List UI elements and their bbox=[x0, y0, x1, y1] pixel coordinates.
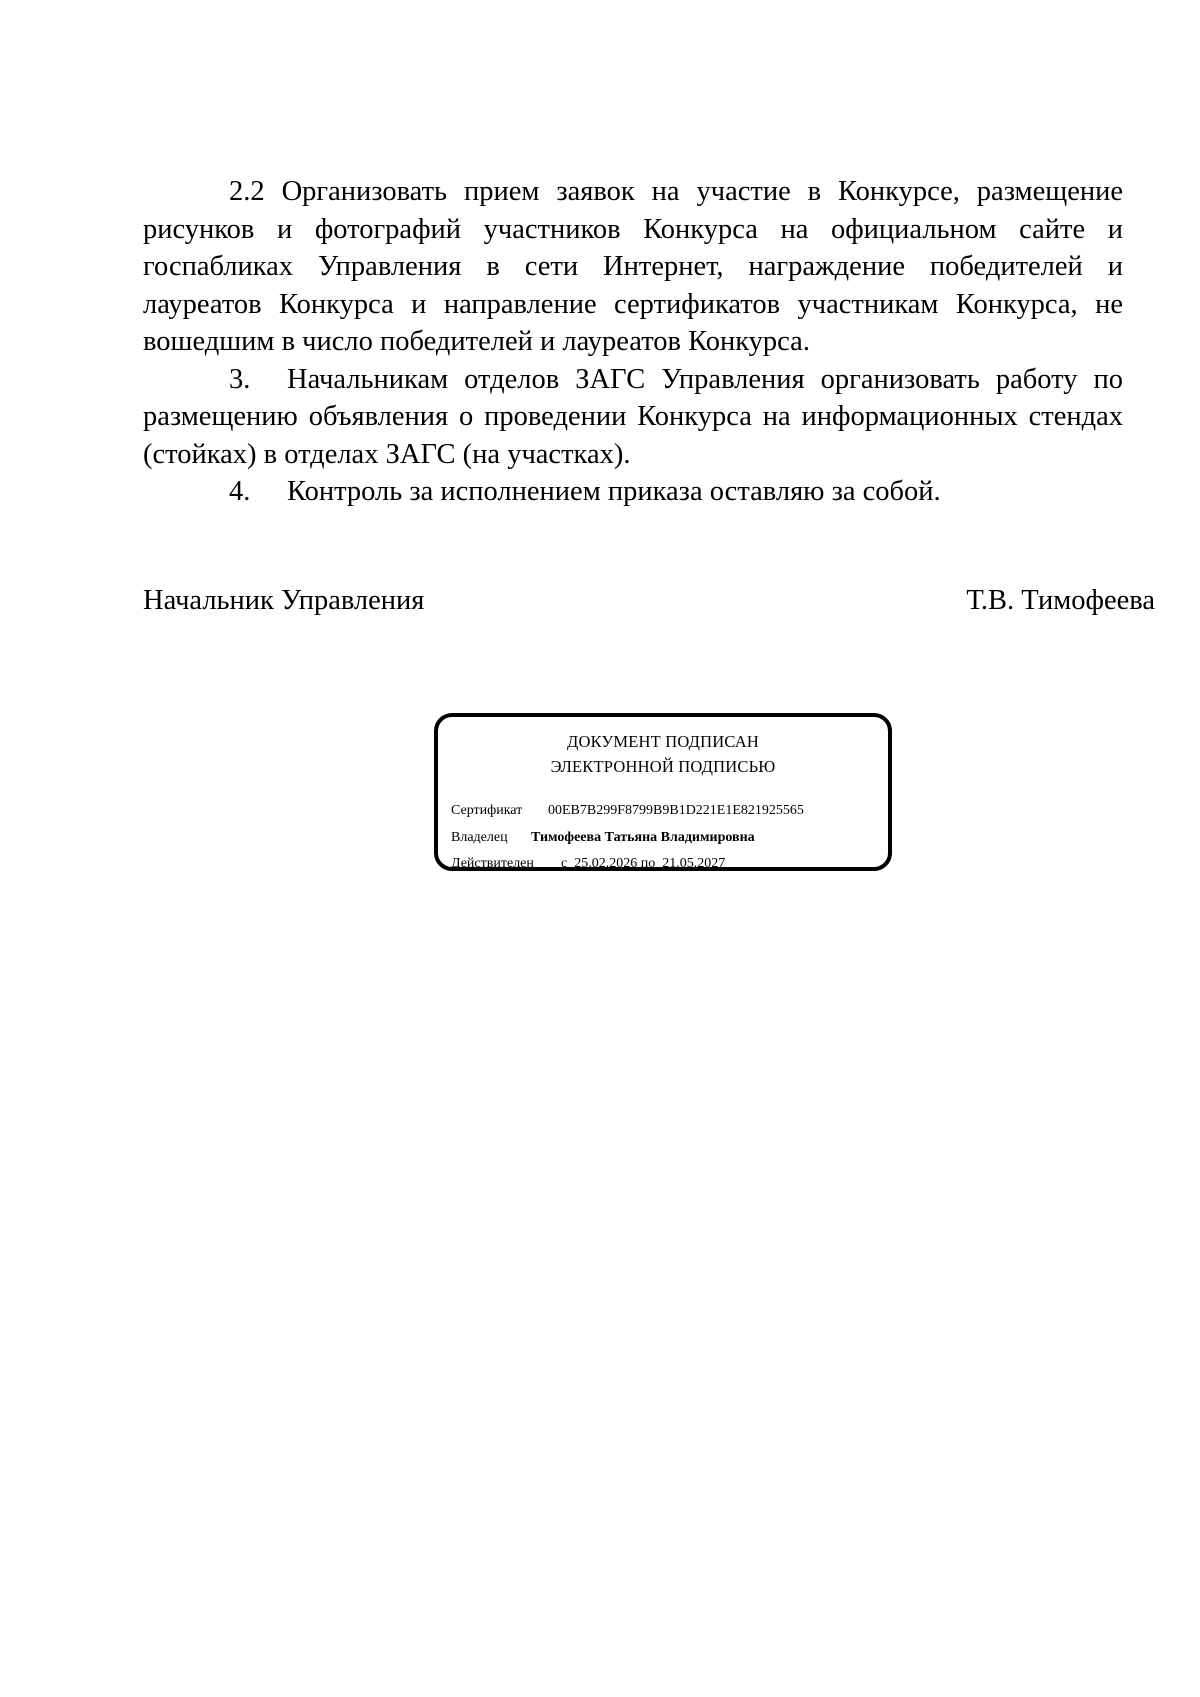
paragraph-2-2-number: 2.2 bbox=[229, 176, 265, 207]
valid-to-date: 21.05.2027 bbox=[662, 856, 726, 871]
stamp-validity-row bbox=[451, 855, 725, 873]
stamp-owner-row bbox=[451, 829, 755, 847]
signatory-name: Т.В. Тимофеева bbox=[966, 585, 1155, 616]
stamp-title bbox=[438, 729, 888, 779]
stamp-title-line-1: ДОКУМЕНТ ПОДПИСАН bbox=[567, 732, 759, 751]
electronic-signature-stamp bbox=[434, 713, 892, 871]
valid-from-prefix: с bbox=[561, 856, 568, 871]
paragraph-4-number: 4. bbox=[229, 476, 251, 507]
owner-label: Владелец bbox=[451, 830, 508, 845]
document-body bbox=[143, 173, 1123, 511]
valid-label: Действителен bbox=[451, 856, 534, 871]
owner-value: Тимофеева Татьяна Владимировна bbox=[531, 830, 755, 845]
paragraph-2-2-text: Организовать прием заявок на участие в Конкурсе, размещение рисунков и фотографий участников Конкурса на официальном сайте и госпабликах Управления в сети Интернет, награждение победителей и лауреатов Конкурса и направление сертификатов участникам Конкурса, не вошедшим в число победителей и лауреатов Конкурса. bbox=[143, 176, 1123, 357]
paragraph-4 bbox=[143, 473, 1123, 511]
paragraph-4-text: Контроль за исполнением приказа оставляю за собой. bbox=[287, 476, 941, 507]
signatory-position: Начальник Управления bbox=[143, 585, 425, 616]
stamp-title-line-2: ЭЛЕКТРОННОЙ ПОДПИСЬЮ bbox=[550, 757, 776, 776]
paragraph-3-text: Начальникам отделов ЗАГС Управления организовать работу по размещению объявления о проведении Конкурса на информационных стендах (стойках) в отделах ЗАГС (на участках). bbox=[143, 363, 1123, 470]
valid-from-date: 25.02.2026 bbox=[574, 856, 638, 871]
certificate-label: Сертификат bbox=[451, 803, 523, 818]
stamp-certificate-row bbox=[451, 802, 804, 820]
paragraph-3 bbox=[143, 361, 1123, 474]
valid-to-prefix: по bbox=[640, 856, 656, 871]
certificate-value: 00EB7B299F8799B9B1D221E1E821925565 bbox=[548, 803, 804, 818]
paragraph-2-2 bbox=[143, 173, 1123, 361]
paragraph-3-number: 3. bbox=[229, 363, 251, 395]
